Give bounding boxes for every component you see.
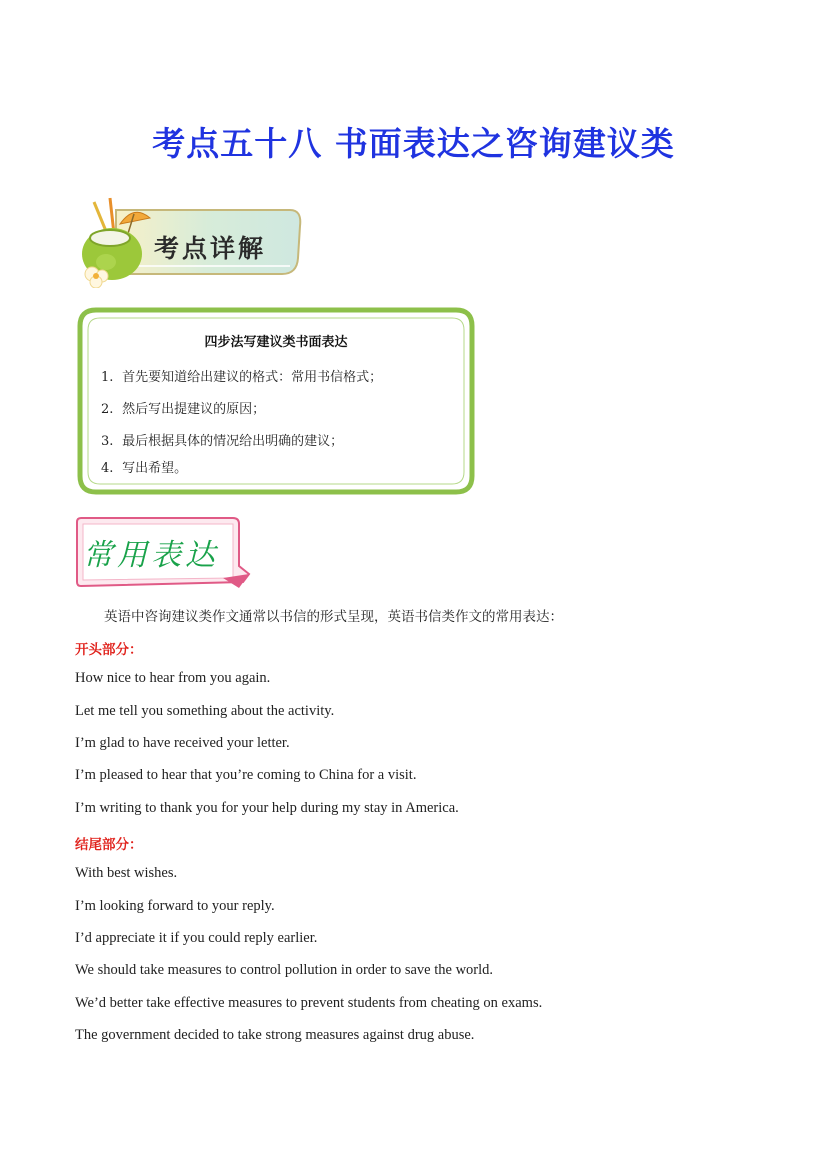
step-number: 2. — [101, 402, 114, 417]
section-banner-kaodian — [76, 196, 306, 288]
closing-phrase: We should take measures to control pollution in order to save the world. — [75, 962, 494, 978]
step-text: 首先要知道给出建议的格式：常用书信格式； — [122, 370, 383, 385]
opening-phrase: I’m glad to have received your letter. — [75, 735, 290, 751]
closing-phrase: I’m looking forward to your reply. — [75, 898, 275, 914]
banner-label: 考点详解 — [154, 234, 267, 263]
step-item — [101, 430, 343, 449]
step-text: 写出希望。 — [122, 461, 188, 476]
page-title: 考点五十八 书面表达之咨询建议类 — [152, 124, 675, 163]
opening-phrase: Let me tell you something about the activity. — [75, 703, 335, 719]
intro-paragraph: 英语中咨询建议类作文通常以书信的形式呈现，英语书信类作文的常用表达： — [104, 609, 563, 625]
step-text: 然后写出提建议的原因； — [122, 402, 266, 417]
section-banner-changyong — [73, 516, 253, 590]
step-number: 1. — [101, 370, 114, 385]
step-item — [101, 457, 187, 476]
step-number: 4. — [101, 461, 114, 476]
closing-phrase: With best wishes. — [75, 865, 178, 881]
step-text: 最后根据具体的情况给出明确的建议； — [122, 434, 344, 449]
opening-phrase: I’m pleased to hear that you’re coming to China for a visit. — [75, 767, 417, 783]
closing-label: 结尾部分： — [75, 837, 143, 853]
closing-phrase: The government decided to take strong measures against drug abuse. — [75, 1027, 475, 1043]
step-item — [101, 366, 382, 385]
step-item — [101, 398, 265, 417]
opening-phrase: How nice to hear from you again. — [75, 670, 271, 686]
steps-title: 四步法写建议类书面表达 — [204, 335, 348, 350]
steps-box — [74, 304, 478, 498]
step-number: 3. — [101, 434, 114, 449]
closing-phrase: I’d appreciate it if you could reply earlier. — [75, 930, 318, 946]
opening-label: 开头部分： — [75, 642, 143, 658]
opening-phrase: I’m writing to thank you for your help during my stay in America. — [75, 800, 459, 816]
banner-label: 常用表达 — [83, 538, 219, 573]
closing-phrase: We’d better take effective measures to prevent students from cheating on exams. — [75, 995, 543, 1011]
